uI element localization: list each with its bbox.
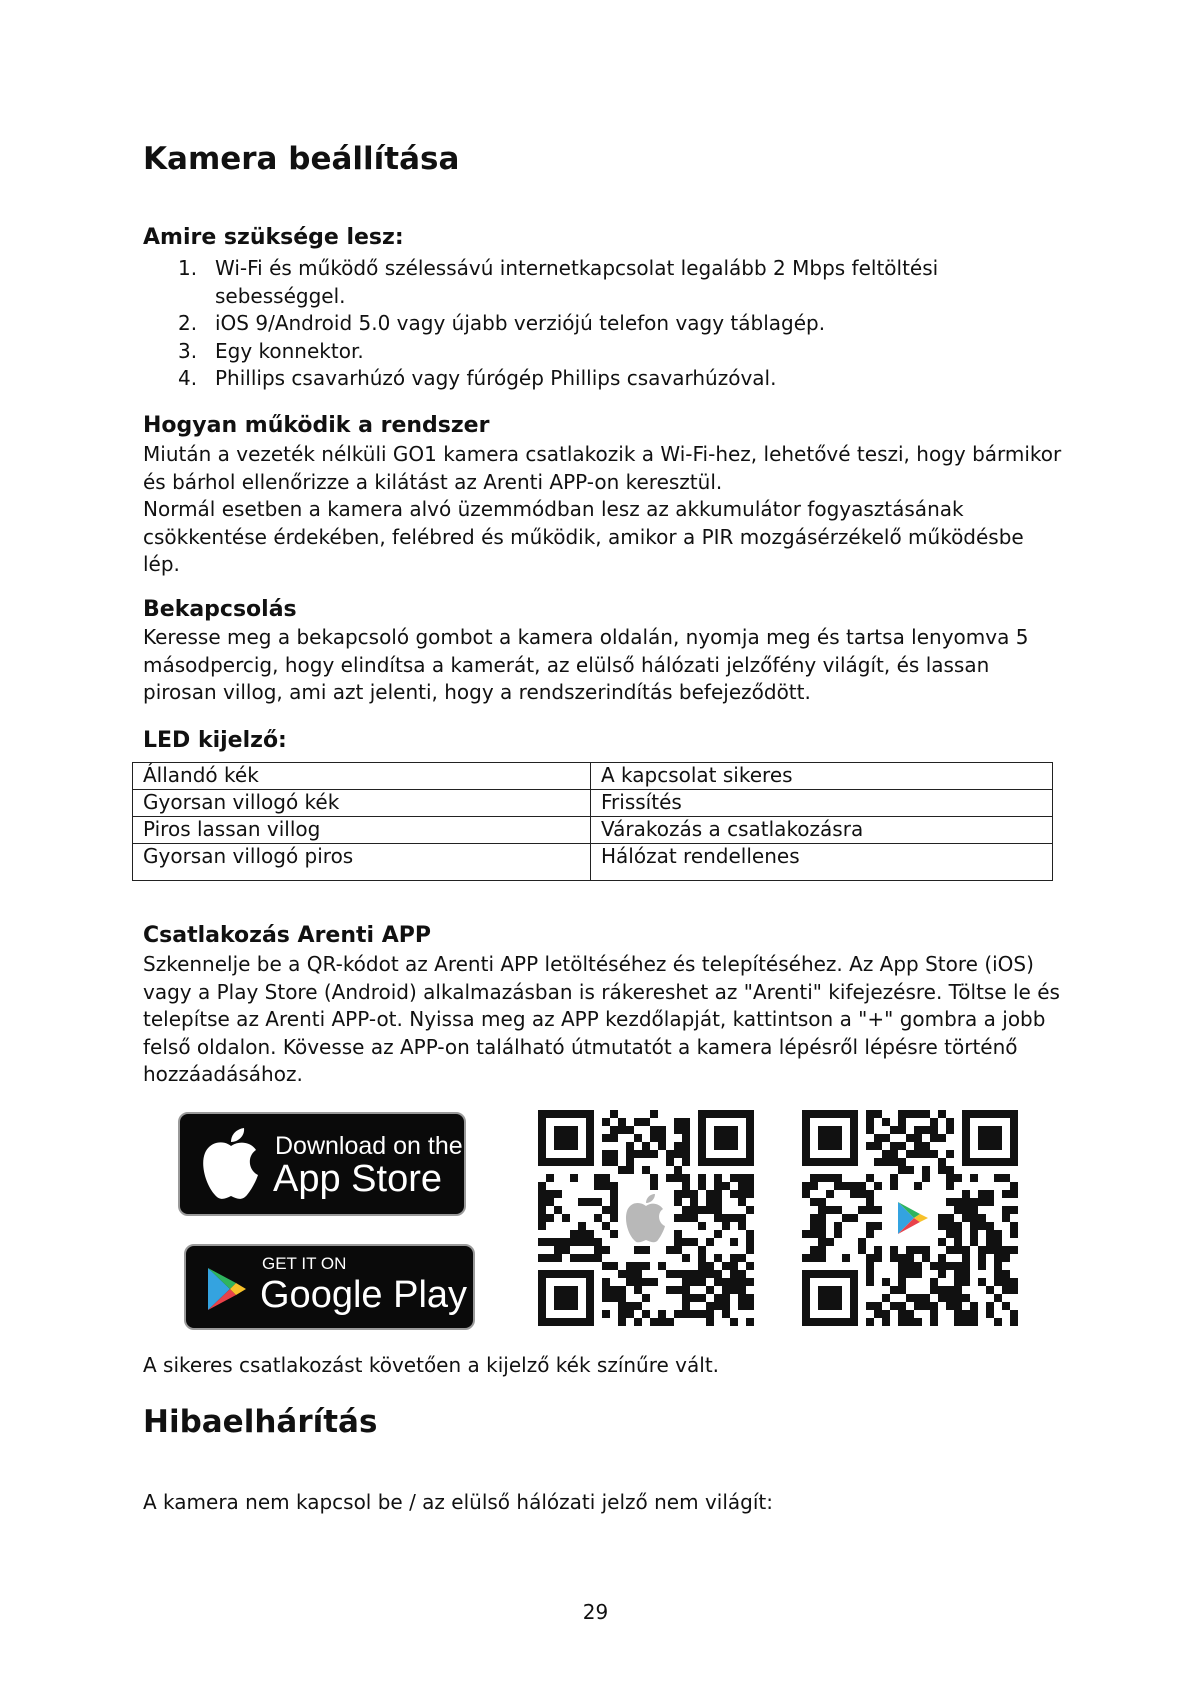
requirements-heading: Amire szüksége lesz: [143, 225, 404, 250]
led-heading: LED kijelző: [143, 728, 287, 753]
after-connect-text: A sikeres csatlakozást követően a kijelző kék színűre vált. [143, 1353, 720, 1377]
list-text: iOS 9/Android 5.0 vagy újabb verziójú telefon vagy táblagép. [215, 311, 826, 335]
led-state: Állandó kék [133, 763, 591, 790]
list-number: 3. [178, 338, 198, 363]
page-title: Kamera beállítása [143, 141, 460, 177]
table-row [133, 763, 1053, 790]
list-item [143, 310, 943, 338]
led-state: Gyorsan villogó kék [133, 790, 591, 817]
requirements-list [143, 255, 943, 393]
table-row [133, 790, 1053, 817]
list-text: Egy konnektor. [215, 338, 364, 363]
connect-text: Szkennelje be a QR-kódot az Arenti APP letöltéséhez és telepítéséhez. Az App Store (iOS) vagy a Play Store (Android) alkalmazásban is rákereshet az "Arenti" kifejezésre. Töltse le és telepítse az Arenti APP-ot. Nyissa meg az APP kezdőlapját, kattintson a "+" gombra a jobb felső oldalon. Kövesse az APP-on található útmutatót a kamera lépésről lépésre történő hozzáadásához. [143, 952, 1060, 1086]
led-state: Gyorsan villogó piros [133, 844, 591, 881]
table-row [133, 844, 1053, 881]
led-table [132, 762, 1053, 881]
led-meaning: A kapcsolat sikeres [591, 763, 1053, 790]
qr-code-ios [538, 1110, 754, 1326]
how-it-works-paragraph-1: Miután a vezeték nélküli GO1 kamera csatlakozik a Wi-Fi-hez, lehetővé teszi, hogy bármikor és bárhol ellenőrizze a kilátást az Arenti APP-on keresztül. [143, 442, 1062, 494]
google-play-badge[interactable] [184, 1244, 475, 1330]
power-on-heading: Bekapcsolás [143, 597, 297, 622]
page-number: 29 [582, 1600, 609, 1624]
list-item [143, 365, 943, 393]
google-play-big-text: Google Play [260, 1274, 468, 1316]
list-text: Phillips csavarhúzó vagy fúrógép Phillips csavarhúzóval. [215, 366, 777, 390]
how-it-works-heading: Hogyan működik a rendszer [143, 413, 490, 438]
troubleshooting-text: A kamera nem kapcsol be / az elülső hálózati jelző nem világít: [143, 1490, 773, 1514]
google-play-small-text: GET IT ON [262, 1254, 347, 1273]
list-item [143, 255, 943, 310]
list-number: 4. [178, 366, 198, 390]
how-it-works-paragraph-2: Normál esetben a kamera alvó üzemmódban lesz az akkumulátor fogyasztásának csökkentése érdekében, felébred és működik, amikor a PIR mozgásérzékelő működésbe lép. [143, 497, 1024, 576]
google-play-icon [206, 1266, 248, 1312]
app-store-big-text: App Store [273, 1158, 442, 1200]
table-row [133, 817, 1053, 844]
app-store-small-text: Download on the [275, 1132, 463, 1160]
led-meaning: Hálózat rendellenes [591, 844, 1053, 881]
troubleshooting-title: Hibaelhárítás [143, 1404, 378, 1440]
apple-icon [200, 1128, 262, 1202]
power-on-text: Keresse meg a bekapcsoló gombot a kamera oldalán, nyomja meg és tartsa lenyomva 5 másodpercig, hogy elindítsa a kamerát, az elülső hálózati jelzőfény világít, és lassan pirosan villog, ami azt jelenti, hogy a rendszerindítás befejeződött. [143, 625, 1029, 704]
list-number: 1. [178, 256, 198, 280]
connect-heading: Csatlakozás Arenti APP [143, 923, 431, 948]
list-item [143, 338, 943, 366]
led-state: Piros lassan villog [133, 817, 591, 844]
led-meaning: Frissítés [591, 790, 1053, 817]
qr-code-android [802, 1110, 1018, 1326]
app-store-badge[interactable] [178, 1112, 466, 1216]
list-text: Wi-Fi és működő szélessávú internetkapcsolat legalább 2 Mbps feltöltési sebességgel. [215, 256, 939, 308]
led-meaning: Várakozás a csatlakozásra [591, 817, 1053, 844]
list-number: 2. [178, 311, 198, 335]
